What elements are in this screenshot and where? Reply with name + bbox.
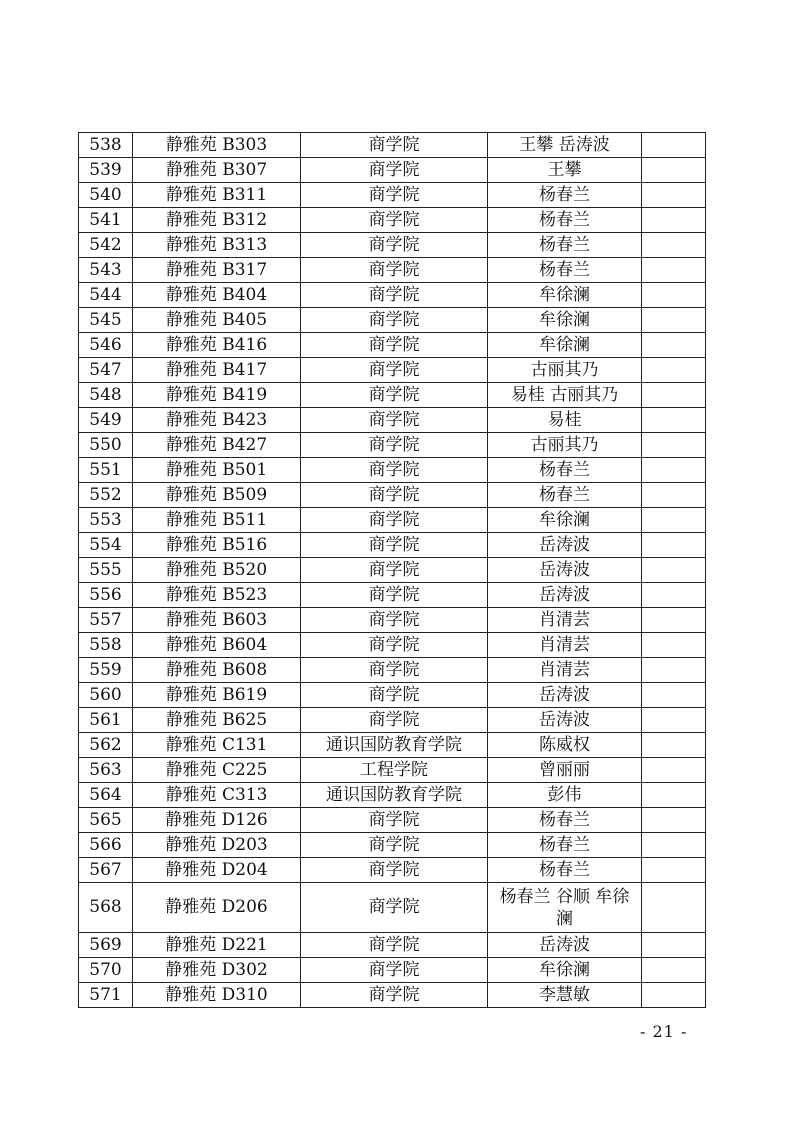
table-row	[79, 358, 706, 383]
table-row	[79, 258, 706, 283]
staff-cell: 陈威权	[488, 733, 642, 758]
note-cell	[642, 883, 706, 933]
table-row	[79, 633, 706, 658]
staff-cell: 曾丽丽	[488, 758, 642, 783]
note-cell	[642, 608, 706, 633]
table-row	[79, 733, 706, 758]
staff-cell: 牟徐澜	[488, 283, 642, 308]
staff-cell: 岳涛波	[488, 558, 642, 583]
dormitory-assignment-table	[78, 132, 706, 1008]
row-number-cell: 559	[79, 658, 133, 683]
row-number-cell: 542	[79, 233, 133, 258]
staff-cell: 杨春兰	[488, 208, 642, 233]
row-number-cell: 551	[79, 458, 133, 483]
note-cell	[642, 658, 706, 683]
dorm-room-cell: 静雅苑 B625	[133, 708, 301, 733]
college-cell: 商学院	[301, 133, 488, 158]
college-cell: 商学院	[301, 208, 488, 233]
table-row	[79, 158, 706, 183]
staff-cell: 李慧敏	[488, 983, 642, 1008]
dorm-room-cell: 静雅苑 B307	[133, 158, 301, 183]
college-cell: 商学院	[301, 983, 488, 1008]
table-row	[79, 808, 706, 833]
table-row	[79, 208, 706, 233]
college-cell: 商学院	[301, 808, 488, 833]
row-number-cell: 566	[79, 833, 133, 858]
dorm-room-cell: 静雅苑 C313	[133, 783, 301, 808]
note-cell	[642, 808, 706, 833]
table-row	[79, 558, 706, 583]
row-number-cell: 539	[79, 158, 133, 183]
college-cell: 商学院	[301, 158, 488, 183]
note-cell	[642, 508, 706, 533]
staff-cell: 牟徐澜	[488, 333, 642, 358]
college-cell: 商学院	[301, 483, 488, 508]
table-row	[79, 183, 706, 208]
table-row	[79, 708, 706, 733]
note-cell	[642, 483, 706, 508]
note-cell	[642, 708, 706, 733]
table-row	[79, 458, 706, 483]
dorm-room-cell: 静雅苑 B511	[133, 508, 301, 533]
table-row	[79, 958, 706, 983]
row-number-cell: 562	[79, 733, 133, 758]
row-number-cell: 553	[79, 508, 133, 533]
table-row	[79, 608, 706, 633]
table-row	[79, 658, 706, 683]
note-cell	[642, 133, 706, 158]
row-number-cell: 564	[79, 783, 133, 808]
dorm-room-cell: 静雅苑 C131	[133, 733, 301, 758]
note-cell	[642, 558, 706, 583]
note-cell	[642, 983, 706, 1008]
note-cell	[642, 933, 706, 958]
row-number-cell: 541	[79, 208, 133, 233]
table-row	[79, 433, 706, 458]
college-cell: 商学院	[301, 408, 488, 433]
row-number-cell: 558	[79, 633, 133, 658]
staff-cell: 古丽其乃	[488, 433, 642, 458]
dorm-room-cell: 静雅苑 D310	[133, 983, 301, 1008]
table-row	[79, 333, 706, 358]
dorm-room-cell: 静雅苑 B523	[133, 583, 301, 608]
table-row	[79, 508, 706, 533]
row-number-cell: 560	[79, 683, 133, 708]
row-number-cell: 568	[79, 883, 133, 933]
staff-cell: 杨春兰	[488, 258, 642, 283]
college-cell: 商学院	[301, 383, 488, 408]
staff-cell: 肖清芸	[488, 608, 642, 633]
college-cell: 商学院	[301, 608, 488, 633]
staff-cell: 岳涛波	[488, 933, 642, 958]
staff-cell: 杨春兰	[488, 233, 642, 258]
dorm-room-cell: 静雅苑 B603	[133, 608, 301, 633]
note-cell	[642, 783, 706, 808]
dorm-room-cell: 静雅苑 B405	[133, 308, 301, 333]
table-row	[79, 858, 706, 883]
college-cell: 商学院	[301, 258, 488, 283]
college-cell: 商学院	[301, 958, 488, 983]
dorm-room-cell: 静雅苑 B423	[133, 408, 301, 433]
note-cell	[642, 858, 706, 883]
staff-cell: 易桂 古丽其乃	[488, 383, 642, 408]
staff-cell: 古丽其乃	[488, 358, 642, 383]
note-cell	[642, 733, 706, 758]
college-cell: 商学院	[301, 183, 488, 208]
dorm-room-cell: 静雅苑 B419	[133, 383, 301, 408]
dorm-room-cell: 静雅苑 B520	[133, 558, 301, 583]
dorm-room-cell: 静雅苑 B404	[133, 283, 301, 308]
college-cell: 商学院	[301, 933, 488, 958]
note-cell	[642, 333, 706, 358]
dorm-room-cell: 静雅苑 B417	[133, 358, 301, 383]
row-number-cell: 547	[79, 358, 133, 383]
row-number-cell: 570	[79, 958, 133, 983]
staff-cell: 杨春兰	[488, 858, 642, 883]
staff-cell: 王攀 岳涛波	[488, 133, 642, 158]
table-row	[79, 783, 706, 808]
staff-cell: 彭伟	[488, 783, 642, 808]
college-cell: 工程学院	[301, 758, 488, 783]
table-row	[79, 233, 706, 258]
dorm-room-cell: 静雅苑 B604	[133, 633, 301, 658]
row-number-cell: 554	[79, 533, 133, 558]
dorm-room-cell: 静雅苑 D126	[133, 808, 301, 833]
note-cell	[642, 308, 706, 333]
college-cell: 商学院	[301, 833, 488, 858]
note-cell	[642, 383, 706, 408]
table-body	[79, 133, 706, 1008]
page-number: - 21 -	[640, 1022, 688, 1041]
table-row	[79, 483, 706, 508]
note-cell	[642, 433, 706, 458]
staff-cell: 岳涛波	[488, 533, 642, 558]
note-cell	[642, 683, 706, 708]
dorm-room-cell: 静雅苑 D204	[133, 858, 301, 883]
college-cell: 商学院	[301, 508, 488, 533]
note-cell	[642, 258, 706, 283]
row-number-cell: 546	[79, 333, 133, 358]
row-number-cell: 540	[79, 183, 133, 208]
row-number-cell: 571	[79, 983, 133, 1008]
college-cell: 商学院	[301, 433, 488, 458]
dorm-room-cell: 静雅苑 C225	[133, 758, 301, 783]
college-cell: 商学院	[301, 658, 488, 683]
college-cell: 商学院	[301, 708, 488, 733]
note-cell	[642, 233, 706, 258]
dorm-room-cell: 静雅苑 B311	[133, 183, 301, 208]
row-number-cell: 556	[79, 583, 133, 608]
dorm-room-cell: 静雅苑 B501	[133, 458, 301, 483]
staff-cell: 牟徐澜	[488, 508, 642, 533]
staff-cell: 王攀	[488, 158, 642, 183]
note-cell	[642, 458, 706, 483]
college-cell: 商学院	[301, 333, 488, 358]
row-number-cell: 555	[79, 558, 133, 583]
staff-cell: 杨春兰	[488, 183, 642, 208]
table-row	[79, 408, 706, 433]
table-row	[79, 133, 706, 158]
college-cell: 商学院	[301, 308, 488, 333]
college-cell: 商学院	[301, 583, 488, 608]
row-number-cell: 561	[79, 708, 133, 733]
row-number-cell: 549	[79, 408, 133, 433]
dorm-room-cell: 静雅苑 D206	[133, 883, 301, 933]
note-cell	[642, 583, 706, 608]
dorm-room-cell: 静雅苑 B608	[133, 658, 301, 683]
dorm-room-cell: 静雅苑 D302	[133, 958, 301, 983]
staff-cell: 杨春兰	[488, 483, 642, 508]
table-row	[79, 383, 706, 408]
row-number-cell: 557	[79, 608, 133, 633]
college-cell: 商学院	[301, 633, 488, 658]
note-cell	[642, 208, 706, 233]
college-cell: 商学院	[301, 533, 488, 558]
row-number-cell: 552	[79, 483, 133, 508]
row-number-cell: 563	[79, 758, 133, 783]
college-cell: 商学院	[301, 858, 488, 883]
table-row	[79, 683, 706, 708]
table-row	[79, 533, 706, 558]
college-cell: 商学院	[301, 358, 488, 383]
row-number-cell: 544	[79, 283, 133, 308]
row-number-cell: 548	[79, 383, 133, 408]
row-number-cell: 565	[79, 808, 133, 833]
dorm-room-cell: 静雅苑 B303	[133, 133, 301, 158]
note-cell	[642, 633, 706, 658]
college-cell: 通识国防教育学院	[301, 733, 488, 758]
dorm-room-cell: 静雅苑 B509	[133, 483, 301, 508]
row-number-cell: 538	[79, 133, 133, 158]
staff-cell: 杨春兰	[488, 833, 642, 858]
table-row	[79, 583, 706, 608]
note-cell	[642, 283, 706, 308]
note-cell	[642, 358, 706, 383]
college-cell: 商学院	[301, 233, 488, 258]
dorm-room-cell: 静雅苑 B516	[133, 533, 301, 558]
dorm-room-cell: 静雅苑 B619	[133, 683, 301, 708]
table-row	[79, 933, 706, 958]
note-cell	[642, 183, 706, 208]
table-row	[79, 758, 706, 783]
college-cell: 商学院	[301, 883, 488, 933]
dorm-room-cell: 静雅苑 D221	[133, 933, 301, 958]
college-cell: 商学院	[301, 283, 488, 308]
staff-cell: 肖清芸	[488, 658, 642, 683]
college-cell: 通识国防教育学院	[301, 783, 488, 808]
staff-cell: 岳涛波	[488, 583, 642, 608]
note-cell	[642, 533, 706, 558]
table-row	[79, 883, 706, 933]
row-number-cell: 569	[79, 933, 133, 958]
staff-cell: 肖清芸	[488, 633, 642, 658]
dorm-room-cell: 静雅苑 B427	[133, 433, 301, 458]
table-row	[79, 833, 706, 858]
staff-cell: 岳涛波	[488, 708, 642, 733]
row-number-cell: 545	[79, 308, 133, 333]
row-number-cell: 543	[79, 258, 133, 283]
row-number-cell: 567	[79, 858, 133, 883]
college-cell: 商学院	[301, 558, 488, 583]
table-row	[79, 283, 706, 308]
staff-cell: 岳涛波	[488, 683, 642, 708]
staff-cell: 杨春兰 谷顺 牟徐澜	[488, 883, 642, 933]
note-cell	[642, 758, 706, 783]
staff-cell: 牟徐澜	[488, 958, 642, 983]
dorm-room-cell: 静雅苑 B313	[133, 233, 301, 258]
dorm-room-cell: 静雅苑 B312	[133, 208, 301, 233]
dorm-room-cell: 静雅苑 D203	[133, 833, 301, 858]
row-number-cell: 550	[79, 433, 133, 458]
staff-cell: 杨春兰	[488, 808, 642, 833]
note-cell	[642, 158, 706, 183]
dorm-room-cell: 静雅苑 B317	[133, 258, 301, 283]
college-cell: 商学院	[301, 458, 488, 483]
note-cell	[642, 408, 706, 433]
staff-cell: 牟徐澜	[488, 308, 642, 333]
table-row	[79, 983, 706, 1008]
table-row	[79, 308, 706, 333]
note-cell	[642, 958, 706, 983]
staff-cell: 易桂	[488, 408, 642, 433]
dorm-room-cell: 静雅苑 B416	[133, 333, 301, 358]
staff-cell: 杨春兰	[488, 458, 642, 483]
note-cell	[642, 833, 706, 858]
college-cell: 商学院	[301, 683, 488, 708]
